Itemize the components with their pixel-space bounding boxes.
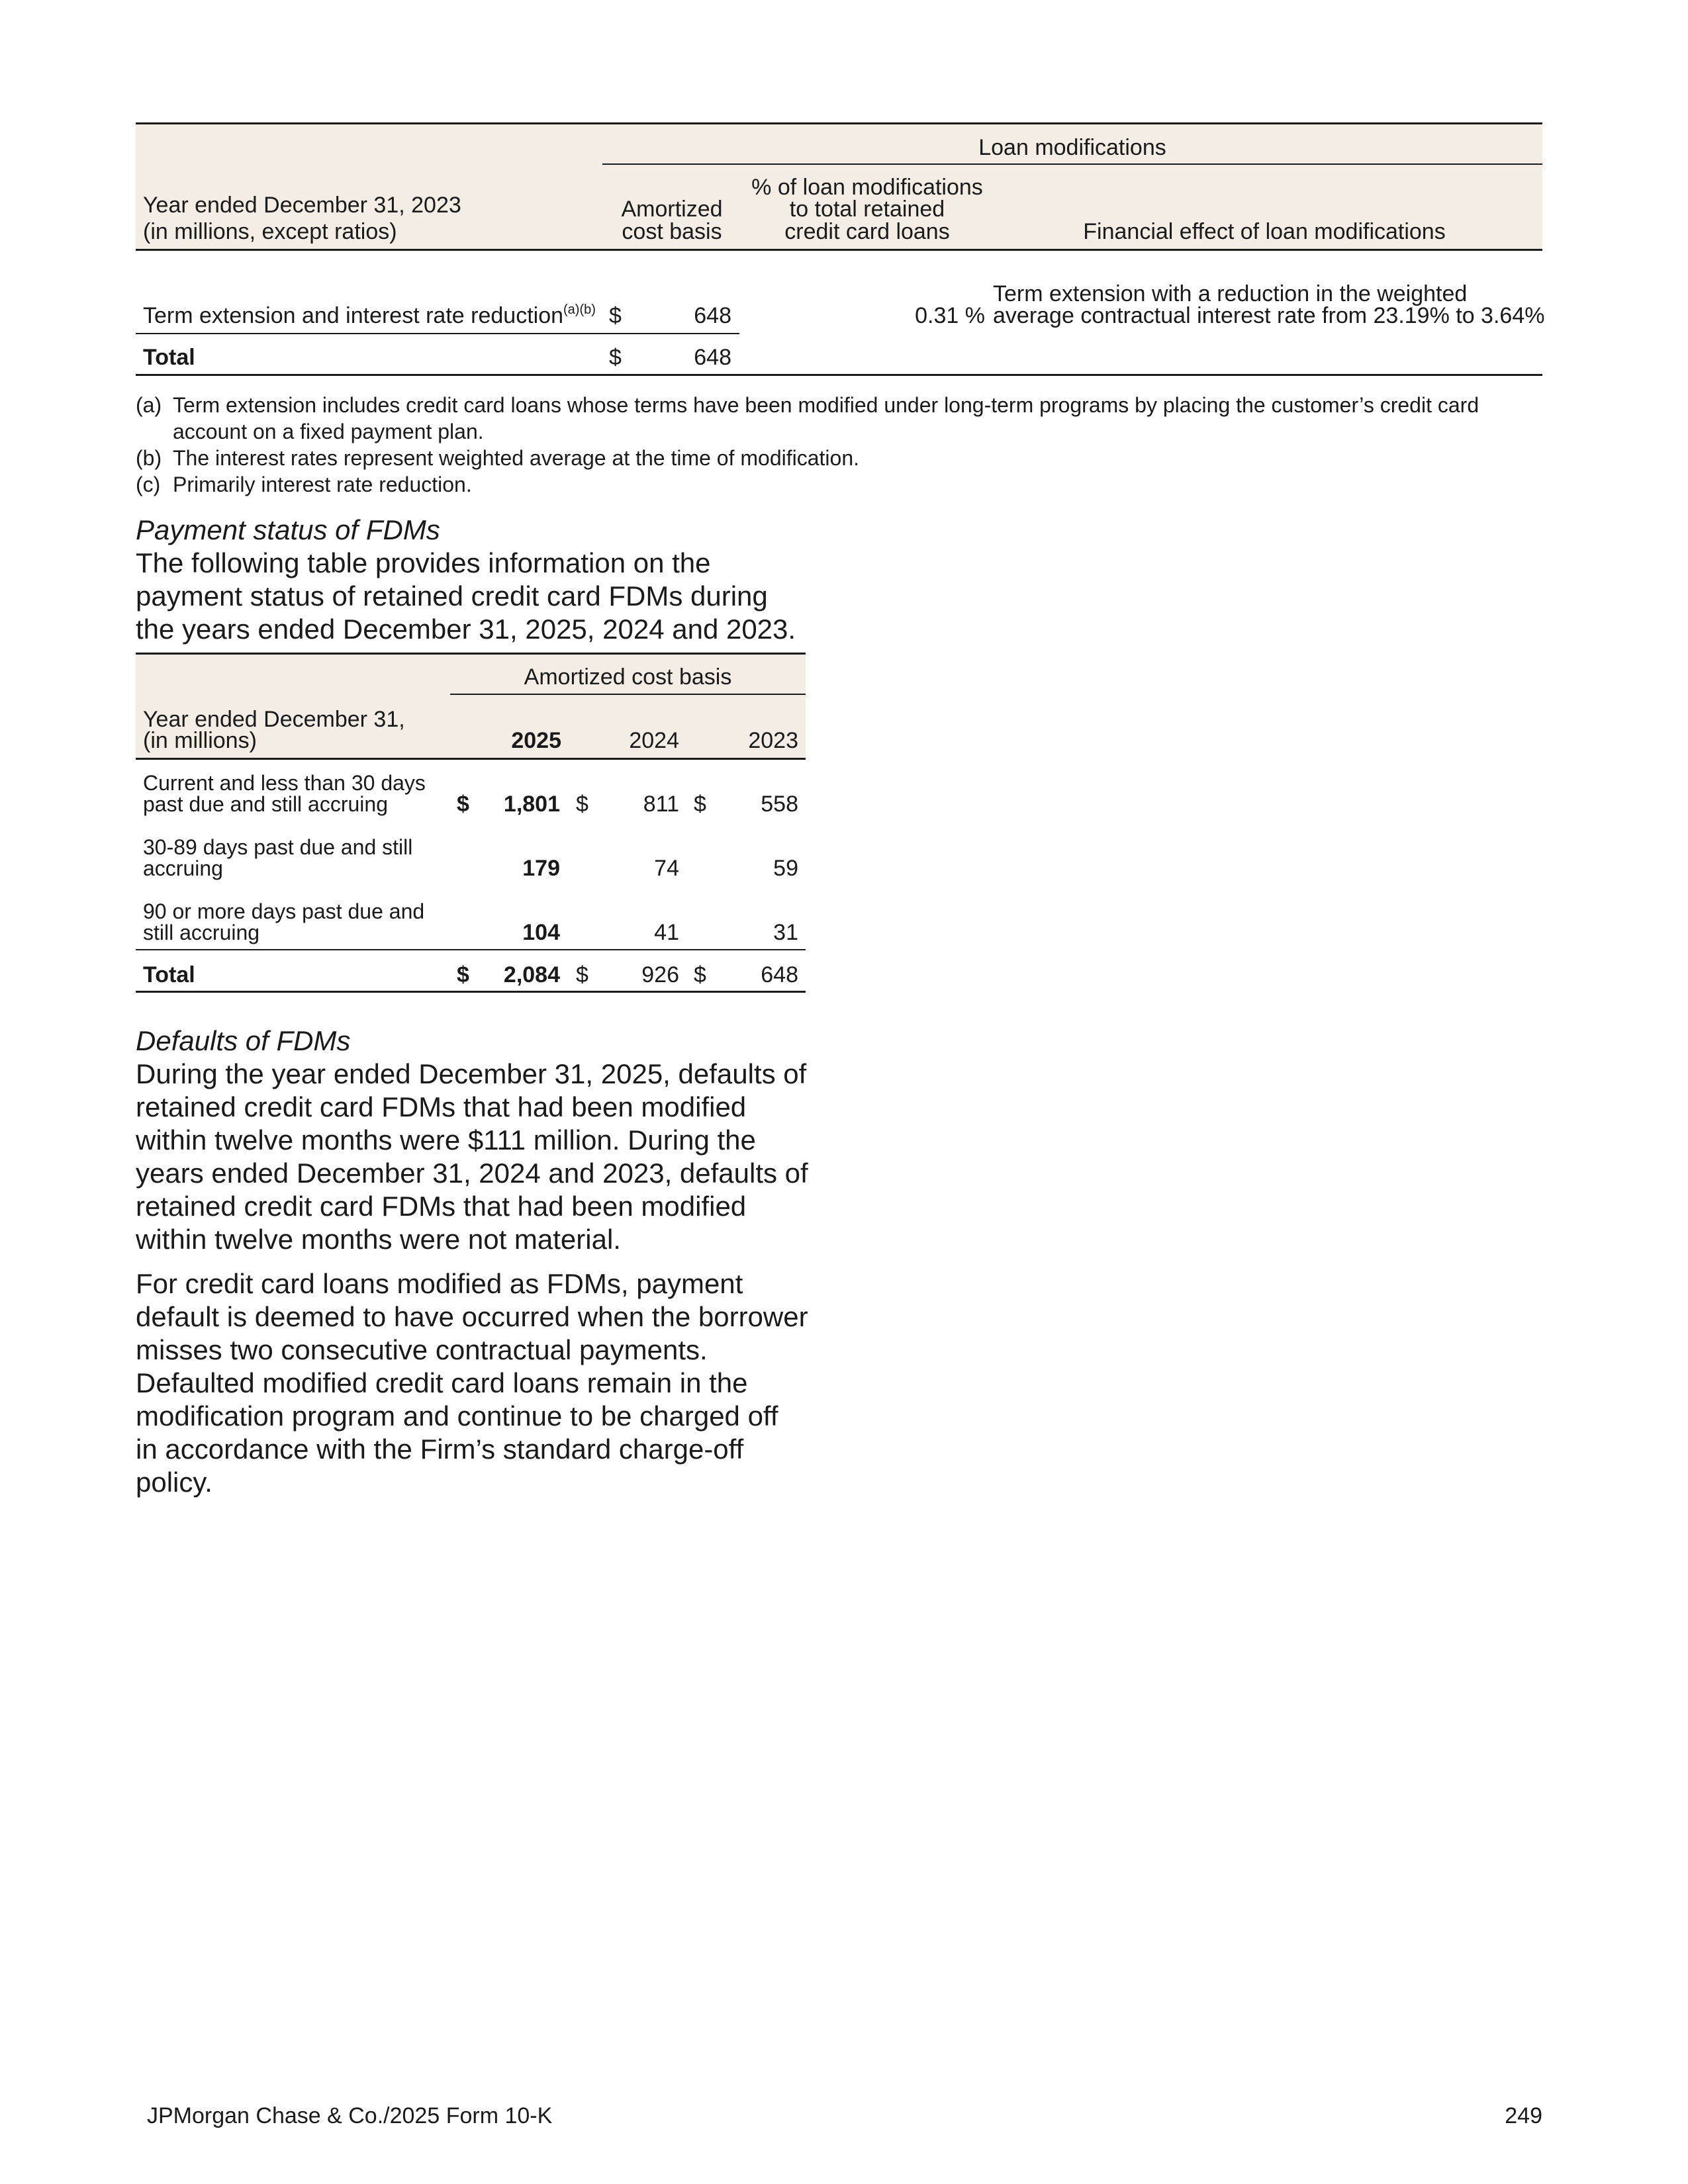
table-top-rule [136,653,806,655]
payment-status-intro-line3: the years ended December 31, 2025, 2024 and 2023. [136,614,796,645]
row-90-plus-value-2025: 104 [522,920,560,945]
footnote-b-text: The interest rates represent weighted average at the time of modification. [173,446,859,470]
paragraph-line: For credit card loans modified as FDMs, payment [136,1268,743,1299]
total-row-label: Total [143,962,195,987]
stub-header-line2: (in millions, except ratios) [143,219,397,244]
paragraph-line: within twelve months were $111 million. During the [136,1124,756,1156]
paragraph-line: default is deemed to have occurred when the borrower [136,1301,808,1332]
row-term-extension-amount: 648 [694,303,731,328]
paragraph-line: policy. [136,1467,212,1498]
footer-document-title: JPMorgan Chase & Co./2025 Form 10-K [147,2103,553,2128]
payment-status-heading: Payment status of FDMs [136,514,440,545]
row-current-label-line1: Current and less than 30 days [143,771,426,795]
payment-status-intro-line1: The following table provides information on the [136,547,711,578]
footnote-b-marker: (b) [136,446,162,470]
row-label-text: Term extension and interest rate reduction [143,303,564,328]
table-top-rule [136,122,1542,124]
total-value-2025: 2,084 [503,962,560,987]
stub-header-line2: (in millions) [143,728,257,753]
footnote-a-line2: account on a fixed payment plan. [173,420,484,443]
paragraph-line: modification program and continue to be charged off [136,1400,778,1432]
group-header-loan-modifications: Loan modifications [978,135,1166,160]
row-term-extension-dollar: $ [609,303,622,328]
page-number: 249 [1505,2103,1542,2128]
footnote-c-text: Primarily interest rate reduction. [173,473,472,496]
total-row-amount: 648 [694,345,731,370]
total-dollar-2025: $ [457,962,469,987]
col-header-amortized-line2: cost basis [622,219,722,244]
row-90-plus-value-2023: 31 [773,920,798,945]
paragraph-line: in accordance with the Firm’s standard charge-off [136,1433,744,1465]
col-header-pct-line2: to total retained [789,197,945,222]
row-current-dollar-2025: $ [457,792,469,817]
header-bottom-rule [136,249,1542,251]
row-90-plus-label-line2: still accruing [143,921,260,944]
total-row-dollar: $ [609,345,622,370]
total-dollar-2024: $ [576,962,588,987]
row-90-plus-value-2024: 41 [654,920,679,945]
group-header-rule [450,694,806,695]
subtotal-rule [136,333,739,334]
total-value-2023: 648 [761,962,798,987]
col-header-pct-line3: credit card loans [784,219,950,244]
col-header-amortized-line1: Amortized [621,197,723,222]
paragraph-line: retained credit card FDMs that had been modified [136,1191,747,1222]
col-header-pct-line1: % of loan modifications [751,175,983,200]
stub-header-line1: Year ended December 31, [143,707,405,732]
table-bottom-rule [136,374,1542,376]
footnote-c-marker: (c) [136,473,161,496]
subtotal-rule [136,949,806,950]
row-term-extension-pct: 0.31 % [915,303,985,328]
row-term-extension-effect-line2: average contractual interest rate from 23.19% to 3.64% [993,303,1545,328]
row-current-value-2023: 558 [761,792,798,817]
footnote-a-line1: Term extension includes credit card loans whose terms have been modified under long-term programs by placing the customer’s credit card [173,393,1479,417]
row-30-89-label-line2: accruing [143,856,223,880]
col-header-2025: 2025 [511,728,561,753]
row-90-plus-label-line1: 90 or more days past due and [143,899,425,923]
row-term-extension-effect-line1: Term extension with a reduction in the weighted [993,281,1468,306]
footnote-ref: (a)(b) [563,302,596,317]
defaults-heading: Defaults of FDMs [136,1025,351,1056]
total-dollar-2023: $ [694,962,706,987]
header-bottom-rule [136,758,806,760]
group-header-amortized-cost-basis: Amortized cost basis [524,664,732,690]
col-header-financial-effect: Financial effect of loan modifications [1083,219,1446,244]
row-30-89-value-2023: 59 [773,856,798,881]
paragraph-line: Defaulted modified credit card loans remain in the [136,1367,748,1398]
row-current-value-2025: 1,801 [503,792,560,817]
paragraph-line: During the year ended December 31, 2025, defaults of [136,1058,807,1089]
row-current-dollar-2024: $ [576,792,588,817]
paragraph-line: years ended December 31, 2024 and 2023, defaults of [136,1158,808,1189]
paragraph-line: within twelve months were not material. [136,1224,621,1255]
total-value-2024: 926 [641,962,679,987]
defaults-paragraph-1 [136,1058,808,1256]
row-term-extension-label [143,304,596,327]
total-row-label: Total [143,345,195,370]
paragraph-line: misses two consecutive contractual payments. [136,1334,708,1365]
row-30-89-label-line1: 30-89 days past due and still [143,835,413,859]
table-bottom-rule [136,991,806,993]
col-header-2024: 2024 [629,728,679,753]
defaults-paragraph-2 [136,1267,808,1499]
row-current-label-line2: past due and still accruing [143,792,388,816]
row-current-dollar-2023: $ [694,792,706,817]
row-30-89-value-2025: 179 [522,856,560,881]
group-header-rule [602,163,1542,165]
row-current-value-2024: 811 [643,792,679,817]
row-30-89-value-2024: 74 [654,856,679,881]
paragraph-line: retained credit card FDMs that had been modified [136,1091,747,1122]
payment-status-intro-line2: payment status of retained credit card FDMs during [136,580,768,612]
col-header-2023: 2023 [748,728,798,753]
stub-header-line1: Year ended December 31, 2023 [143,193,461,218]
footnote-a-marker: (a) [136,393,162,417]
